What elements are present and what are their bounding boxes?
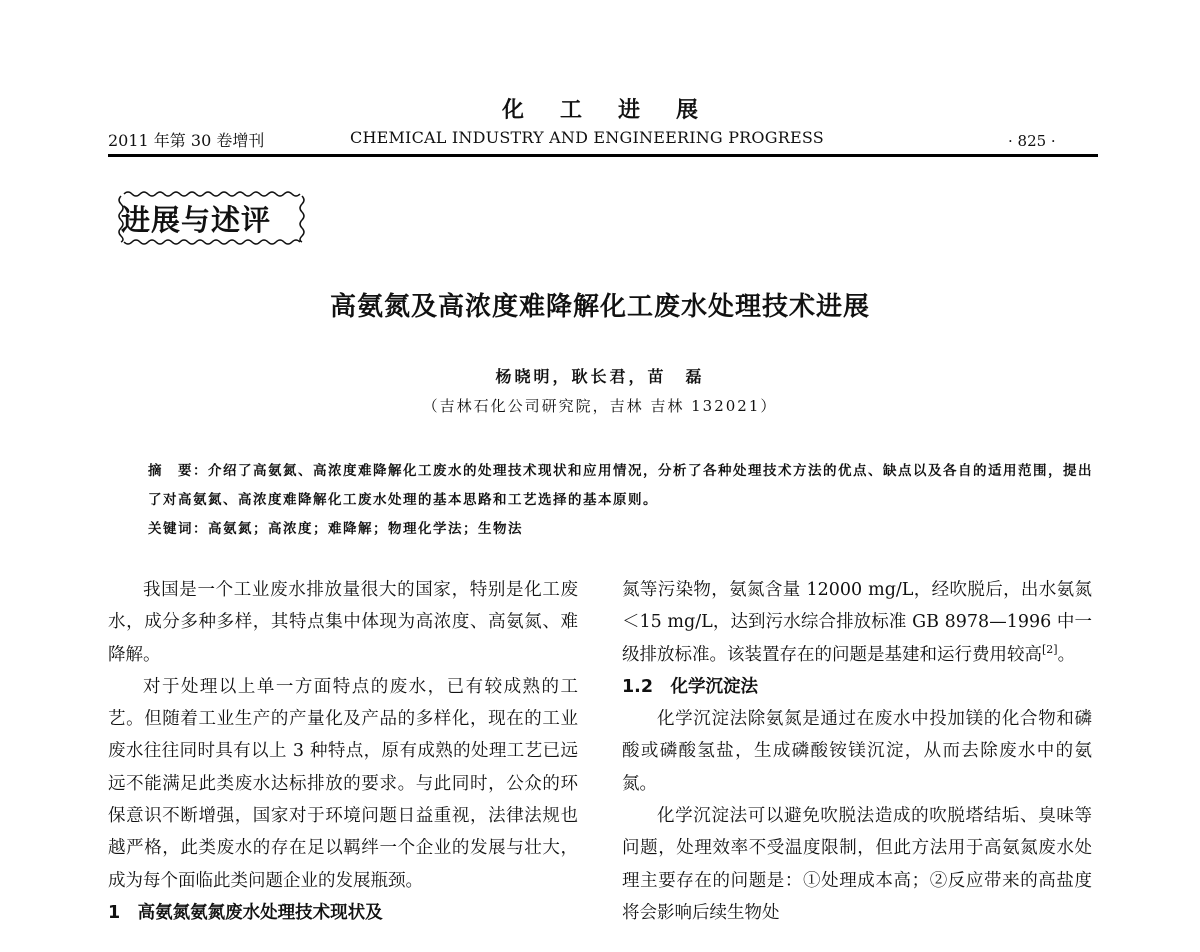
paragraph: 化学沉淀法可以避免吹脱法造成的吹脱塔结垢、臭味等问题，处理效率不受温度限制，但此方法用于高氨氮废水处理主要存在的问题是：①处理成本高；②反应带来的高盐度将会影响后续生物处 [622,806,1092,923]
volume-info: 2011 年第 30 卷增刊 [108,131,265,150]
abstract-block [148,457,1098,544]
keywords-label: 关键词： [148,521,208,537]
abstract [148,457,1098,515]
right-column [622,574,1092,929]
affiliation: （吉林石化公司研究院，吉林 吉林 132021） [422,397,778,415]
paragraph [622,574,1092,671]
section-tag: 进展与述评 [121,203,272,237]
keywords [148,515,1098,544]
paragraph-text: 氮等污染物，氨氮含量 12000 mg/L，经吹脱后，出水氨氮＜15 mg/L，达到污水综合排放标准 GB 8978—1996 中一级排放标准。该装置存在的问题是基建和运行费用较高 [622,580,1092,665]
article-title: 高氨氮及高浓度难降解化工废水处理技术进展 [329,292,870,322]
abstract-label: 摘 要： [148,463,208,479]
section-heading: 1 高氨氮氨氮废水处理技术现状及 [108,902,383,923]
left-column [108,574,578,929]
journal-title-en: CHEMICAL INDUSTRY AND ENGINEERING PROGRESS [350,128,824,147]
page-number: · 825 · [1008,132,1056,150]
header-rule [108,154,1098,157]
paragraph: 对于处理以上单一方面特点的废水，已有较成熟的工艺。但随着工业生产的产量化及产品的多样化，现在的工业废水往往同时具有以上 3 种特点，原有成熟的处理工艺已远远不能满足此类废水达标排放的要求。与此同时，公众的环保意识不断增强，国家对于环境问题日益重视，法律法规也越严格，此类废水的存在足以羁绊一个企业的发展与壮大，成为每个面临此类问题企业的发展瓶颈。 [108,676,578,891]
abstract-text: 介绍了高氨氮、高浓度难降解化工废水的处理技术现状和应用情况，分析了各种处理技术方法的优点、缺点以及各自的适用范围，提出了对高氨氮、高浓度难降解化工废水处理的基本思路和工艺选择的基本原则。 [148,463,1093,508]
journal-title-cn: 化工进展 [501,98,734,123]
citation: [2] [1042,642,1058,656]
authors: 杨晓明，耿长君，苗 磊 [495,367,705,386]
keywords-text: 高氨氮；高浓度；难降解；物理化学法；生物法 [208,521,523,537]
paragraph-end: 。 [1057,644,1076,665]
paragraph: 化学沉淀法除氨氮是通过在废水中投加镁的化合物和磷酸或磷酸氢盐，生成磷酸铵镁沉淀，从而去除废水中的氨氮。 [622,709,1092,794]
paragraph: 我国是一个工业废水排放量很大的国家，特别是化工废水，成分多种多样，其特点集中体现为高浓度、高氨氮、难降解。 [108,580,578,665]
section-heading: 1.2 化学沉淀法 [622,676,759,697]
